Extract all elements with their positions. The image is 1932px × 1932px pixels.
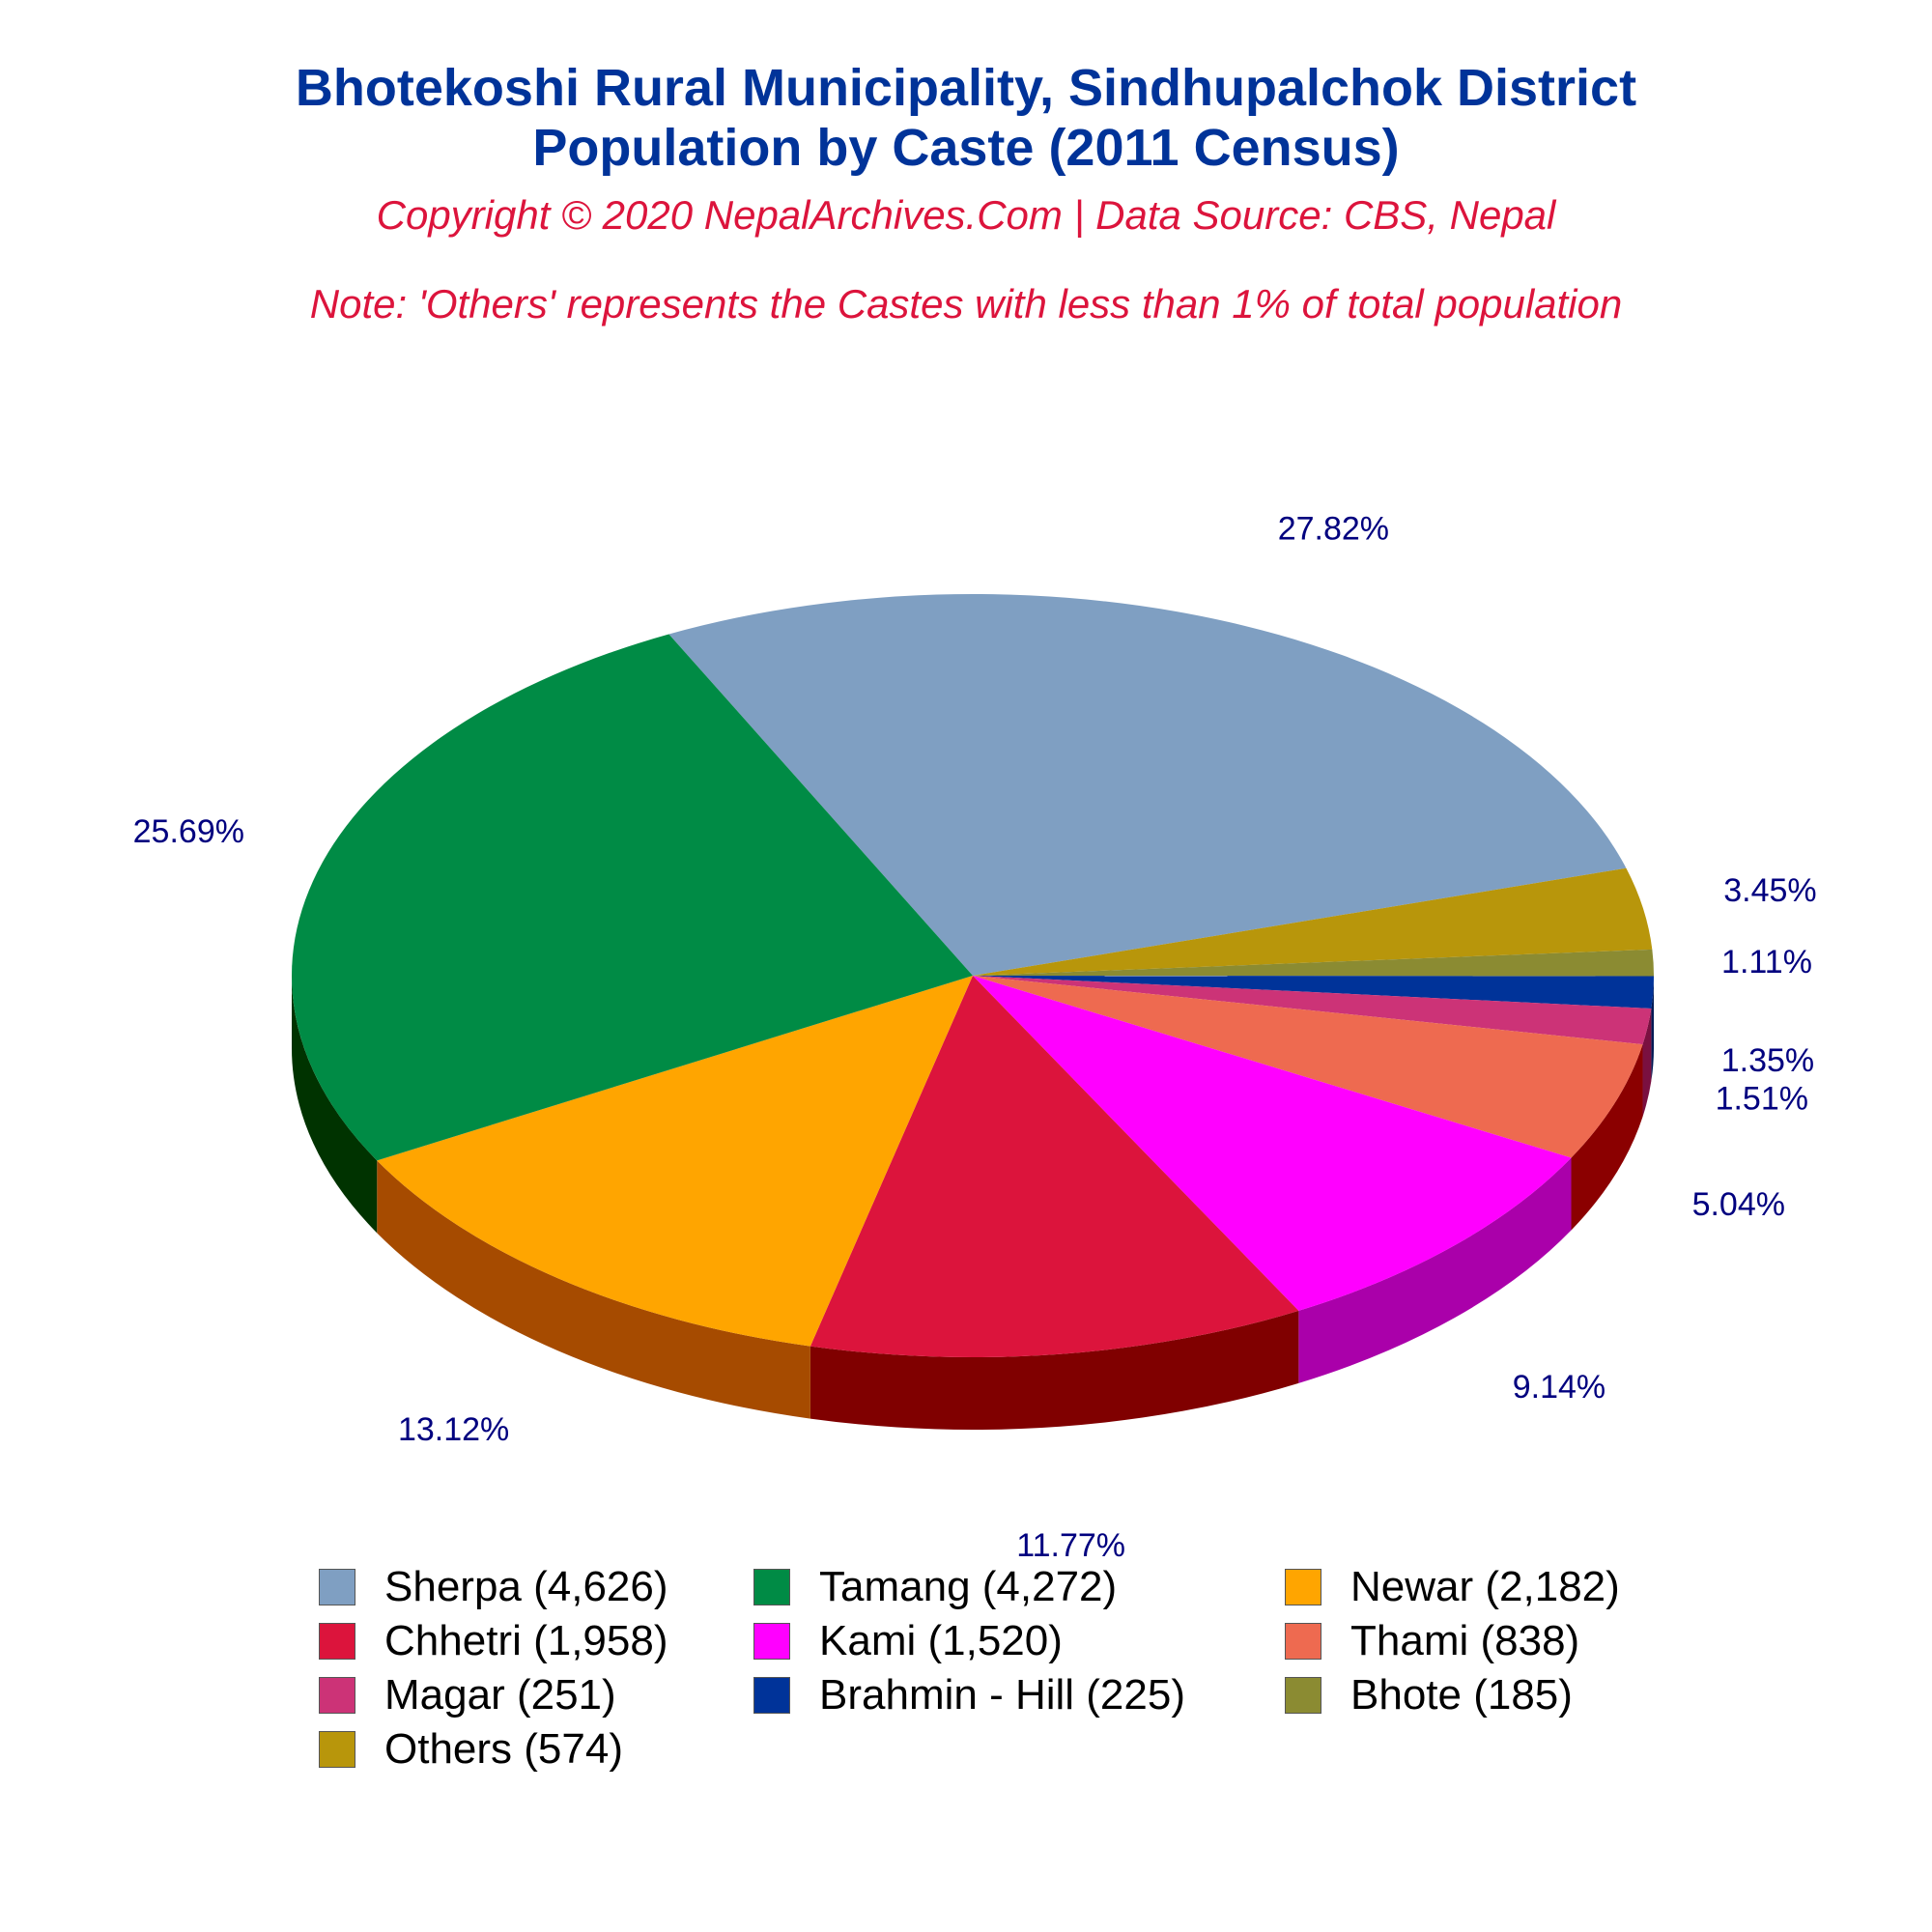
- legend-swatch: [319, 1623, 355, 1660]
- percent-label-bhote: 1.11%: [1721, 944, 1812, 981]
- legend-label: Sherpa (4,626): [384, 1563, 668, 1610]
- legend-swatch: [753, 1677, 790, 1714]
- percent-label-kami: 9.14%: [1512, 1368, 1606, 1406]
- pie-slices: [292, 594, 1654, 1357]
- legend-item-brahmin-hill: [753, 1671, 1285, 1719]
- chart-title-line2: Population by Caste (2011 Census): [532, 119, 1400, 177]
- legend-label: Bhote (185): [1350, 1671, 1573, 1719]
- chart-subtitle: Copyright © 2020 NepalArchives.Com | Data Source: CBS, Nepal: [376, 192, 1556, 238]
- legend-swatch: [1285, 1623, 1321, 1660]
- chart-title-line1: Bhotekoshi Rural Municipality, Sindhupalchok District: [295, 59, 1637, 117]
- legend-item-newar: [1285, 1563, 1719, 1611]
- percent-label-others: 3.45%: [1723, 871, 1817, 909]
- percent-label-magar: 1.51%: [1715, 1080, 1808, 1118]
- legend-label: Newar (2,182): [1350, 1563, 1620, 1610]
- legend-item-kami: [753, 1617, 1285, 1665]
- legend-item-sherpa: [319, 1563, 753, 1611]
- legend-swatch: [1285, 1677, 1321, 1714]
- percent-label-tamang: 25.69%: [132, 812, 244, 850]
- legend-item-others: [319, 1725, 753, 1774]
- legend-label: Magar (251): [384, 1671, 616, 1719]
- legend-label: Thami (838): [1350, 1617, 1580, 1664]
- percent-label-chhetri: 11.77%: [1016, 1526, 1126, 1564]
- chart-note: Note: 'Others' represents the Castes with less than 1% of total population: [309, 281, 1623, 327]
- percent-label-sherpa: 27.82%: [1277, 510, 1390, 548]
- legend-item-chhetri: [319, 1617, 753, 1665]
- chart-legend: [319, 1563, 1768, 1774]
- legend-label: Kami (1,520): [819, 1617, 1063, 1664]
- legend-item-bhote: [1285, 1671, 1719, 1719]
- legend-label: Brahmin - Hill (225): [819, 1671, 1185, 1719]
- percent-label-newar: 13.12%: [397, 1411, 510, 1449]
- legend-swatch: [753, 1623, 790, 1660]
- legend-swatch: [319, 1677, 355, 1714]
- legend-item-magar: [319, 1671, 753, 1719]
- percent-label-thami: 5.04%: [1691, 1185, 1785, 1223]
- legend-swatch: [753, 1569, 790, 1605]
- legend-swatch: [319, 1569, 355, 1605]
- legend-label: Chhetri (1,958): [384, 1617, 668, 1664]
- legend-item-thami: [1285, 1617, 1719, 1665]
- legend-item-tamang: [753, 1563, 1285, 1611]
- legend-label: Tamang (4,272): [819, 1563, 1118, 1610]
- percent-label-brahmin-hill: 1.35%: [1720, 1041, 1815, 1079]
- legend-swatch: [1285, 1569, 1321, 1605]
- legend-swatch: [319, 1731, 355, 1768]
- legend-label: Others (574): [384, 1725, 623, 1773]
